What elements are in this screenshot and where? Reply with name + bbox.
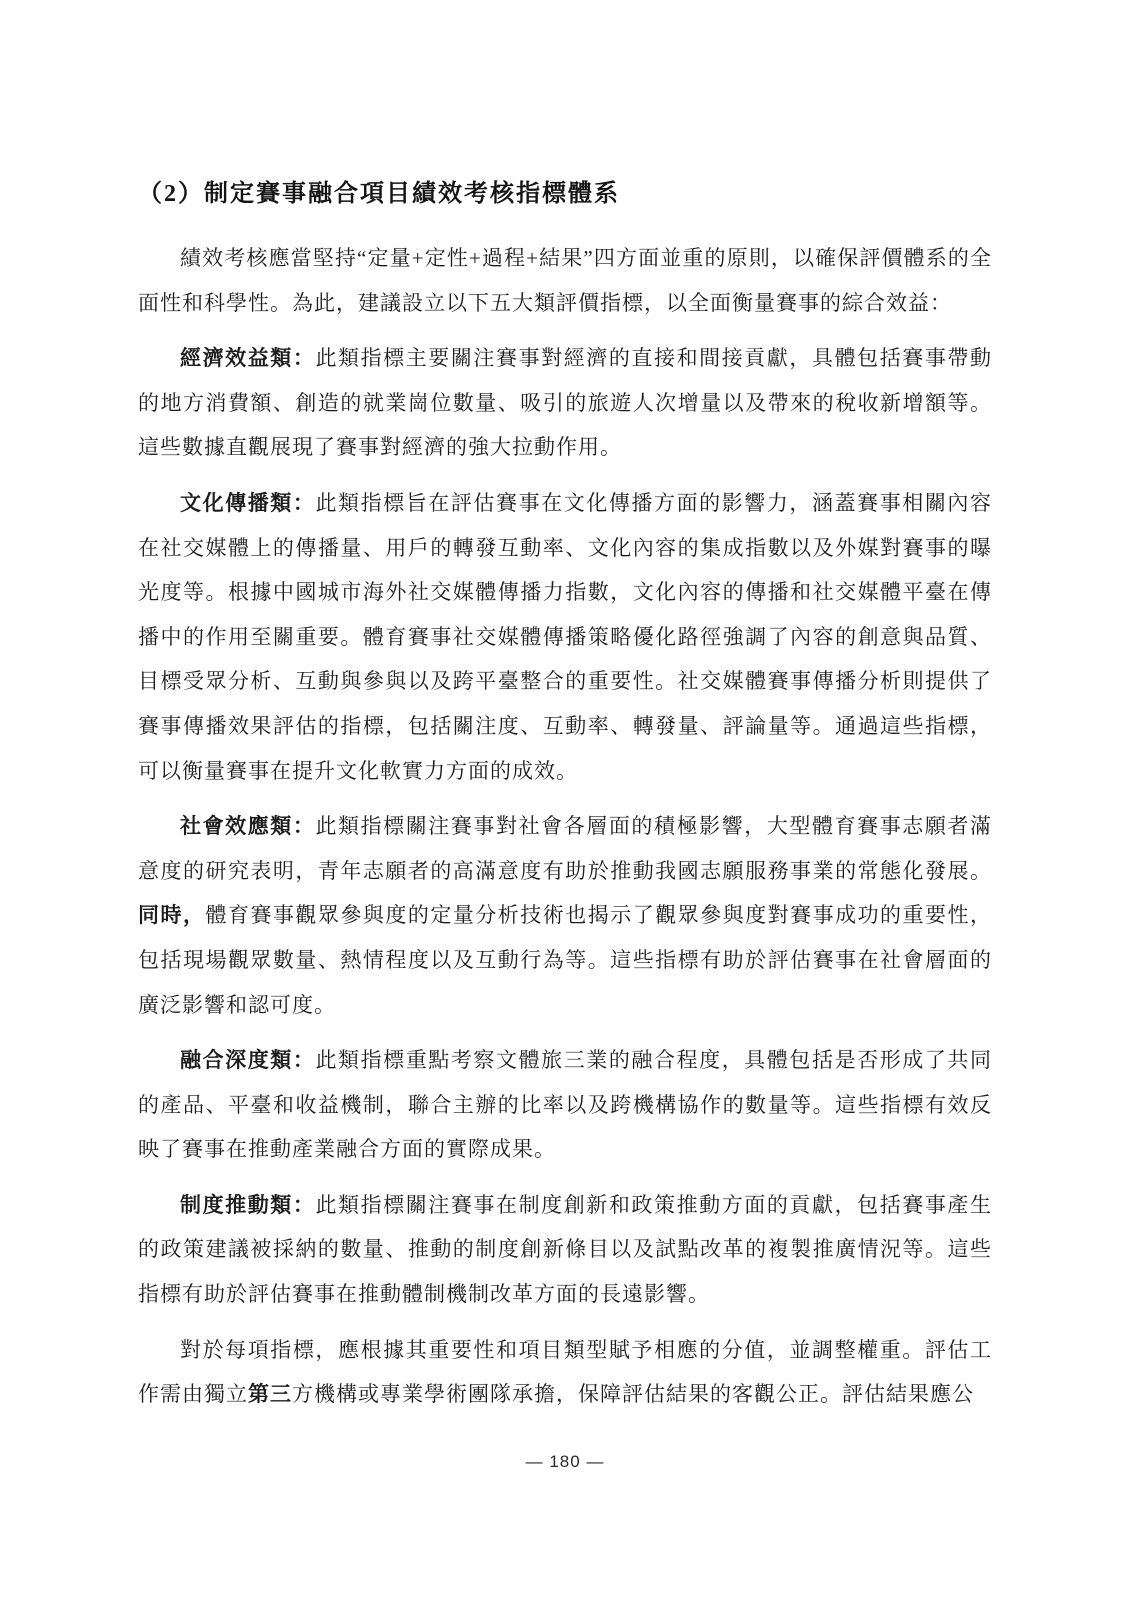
paragraph-text: 對於每項指標，應根據其重要性和項目類型賦予相應的分值，並調整權重。評估工作需由獨立 — [138, 1337, 992, 1407]
paragraph-bold-text: 制度推動類： — [180, 1192, 316, 1217]
paragraph — [138, 1328, 992, 1417]
paragraph — [138, 336, 992, 470]
paragraph-bold-text: 社會效應類： — [180, 814, 316, 839]
paragraph — [138, 1183, 992, 1317]
paragraph-bold-text: 經濟效益類： — [180, 346, 316, 371]
paragraph-bold-text: 同時， — [138, 903, 206, 928]
text-block — [138, 176, 992, 1428]
page-number: — 180 — — [525, 1452, 605, 1471]
section-heading: （2）制定賽事融合項目績效考核指標體系 — [138, 181, 620, 207]
paragraph-bold-text: 融合深度類： — [180, 1048, 316, 1073]
document-body — [138, 236, 992, 1417]
paragraph-text: 此類指標關注賽事對社會各層面的積極影響，大型體育賽事志願者滿意度的研究表明，青年志願者的高滿意度有助於推動我國志願服務事業的常態化發展。 — [138, 814, 993, 883]
paragraph-text: 此類指標旨在評估賽事在文化傳播方面的影響力，涵蓋賽事相關內容在社交媒體上的傳播量、用戶的轉發互動率、文化內容的集成指數以及外媒對賽事的曝光度等。根據中國城市海外社交媒體傳播力指數，文化內容的傳播和社交媒體平臺在傳播中的作用至關重要。體育賽事社交媒體傳播策略優化路徑強調了內容的創意與品質、目標受眾分析、互動與參與以及跨平臺整合的重要性。社交媒體賽事傳播分析則提供了賽事傳播效果評估的指標，包括關注度、互動率、轉發量、評論量等。通過這些指標，可以衡量賽事在提升文化軟實力方面的成效。 — [138, 490, 993, 783]
paragraph-bold-text: 第三 — [248, 1382, 292, 1407]
paragraph-text: 體育賽事觀眾參與度的定量分析技術也揭示了觀眾參與度對賽事成功的重要性，包括現場觀眾數量、熱情程度以及互動行為等。這些指標有助於評估賽事在社會層面的廣泛影響和認可度。 — [138, 903, 993, 1017]
paragraph-text: 此類指標重點考察文體旅三業的融合程度，具體包括是否形成了共同的產品、平臺和收益機制，聯合主辦的比率以及跨機構協作的數量等。這些指標有效反映了賽事在推動產業融合方面的實際成果。 — [138, 1048, 993, 1162]
paragraph — [138, 1038, 992, 1172]
paragraph — [138, 481, 992, 793]
paragraph-text: 方機構或專業學術團隊承擔，保障評估結果的客觀公正。評估結果應公 — [292, 1382, 974, 1407]
paragraph-bold-text: 文化傳播類： — [180, 490, 316, 515]
paragraph — [138, 804, 992, 1027]
paragraph — [138, 236, 992, 325]
paragraph-text: 此類指標關注賽事在制度創新和政策推動方面的貢獻，包括賽事產生的政策建議被採納的數量、推動的制度創新條目以及試點改革的複製推廣情況等。這些指標有助於評估賽事在推動體制機制改革方面的長遠影響。 — [138, 1192, 993, 1307]
paragraph-text: 績效考核應當堅持“定量+定性+過程+結果”四方面並重的原則，以確保評價體系的全面性和科學性。為此，建議設立以下五大類評價指標，以全面衡量賽事的綜合效益： — [138, 246, 992, 315]
paragraph-text: 此類指標主要關注賽事對經濟的直接和間接貢獻，具體包括賽事帶動的地方消費額、創造的就業崗位數量、吸引的旅遊人次增量以及帶來的稅收新增額等。這些數據直觀展現了賽事對經濟的強大拉動作用。 — [138, 346, 993, 460]
